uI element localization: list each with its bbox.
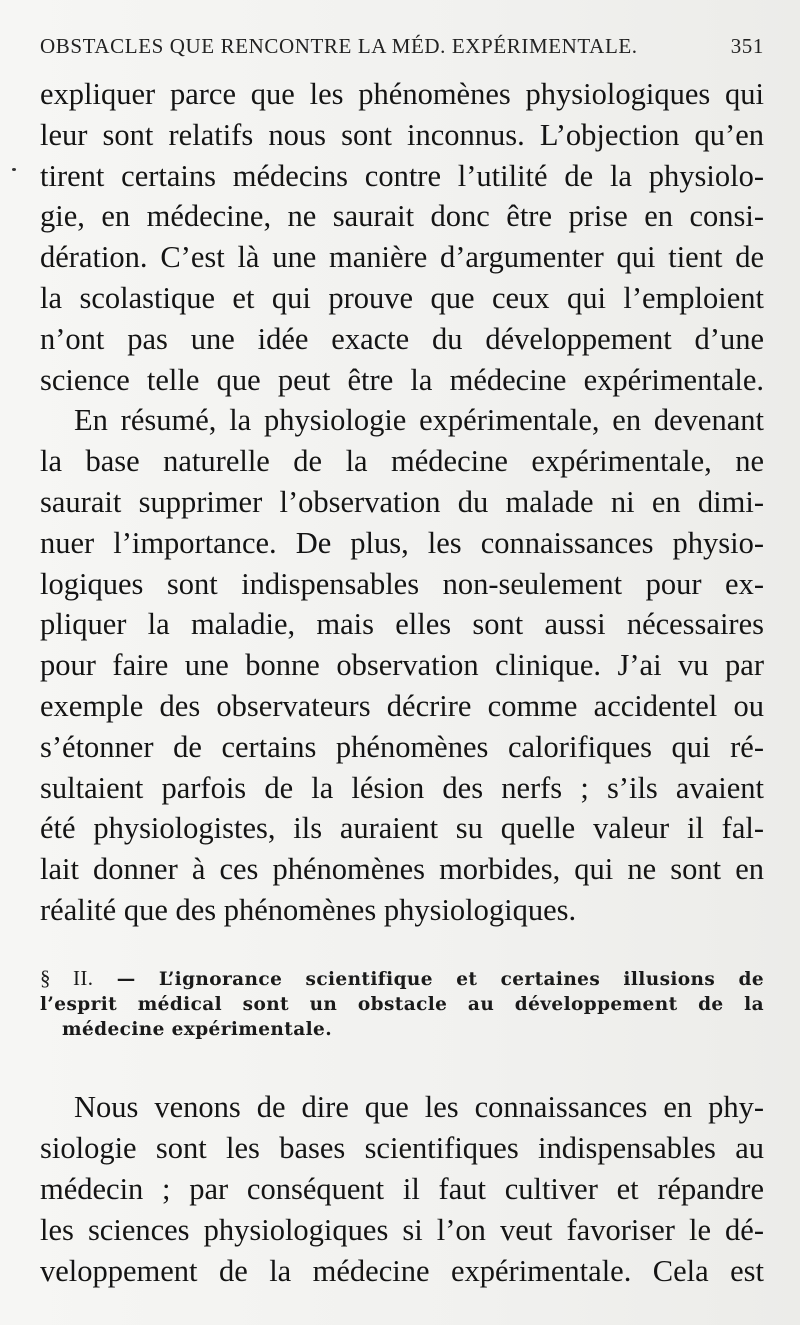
continuation-text-block xyxy=(40,1087,764,1292)
text-line: veloppement de la médecine expérimentale. Cela est xyxy=(40,1254,764,1288)
text-line: dération. C’est là une manière d’argumenter qui tient de xyxy=(40,240,764,275)
text-line: la base naturelle de la médecine expérimentale, ne xyxy=(40,444,764,479)
text-line: logiques sont indispensables non-seulement pour ex- xyxy=(40,566,764,601)
paragraph xyxy=(40,74,764,400)
section-heading xyxy=(40,966,764,1042)
text-line: gie, en médecine, ne saurait donc être prise en consi- xyxy=(40,199,764,234)
text-line: pliquer la maladie, mais elles sont aussi nécessaires xyxy=(40,607,764,642)
text-line: siologie sont les bases scientifiques indispensables au xyxy=(40,1131,764,1165)
text-line: Nous venons de dire que les connaissances en phy- xyxy=(74,1090,764,1124)
text-line: sultaient parfois de la lésion des nerfs ; s’ils avaient xyxy=(40,770,764,805)
text-line: exemple des observateurs décrire comme accidentel ou xyxy=(40,688,764,723)
text-line: pour faire une bonne observation clinique. J’ai vu par xyxy=(40,648,764,683)
text-line: saurait supprimer l’observation du malade ni en dimi- xyxy=(40,484,764,519)
text-line: la scolastique et qui prouve que ceux qui l’emploient xyxy=(40,280,764,315)
text-line: été physiologistes, ils auraient su quelle valeur il fal- xyxy=(40,811,764,846)
text-line: science telle que peut être la médecine expérimentale. xyxy=(40,362,764,397)
section-number: § II. xyxy=(40,966,94,990)
running-title: OBSTACLES QUE RENCONTRE LA MÉD. EXPÉRIMENTALE. xyxy=(40,34,638,58)
section-heading-line xyxy=(40,966,764,992)
text-line: nuer l’importance. De plus, les connaissances physio- xyxy=(40,525,764,560)
text-line: expliquer parce que les phénomènes physiologiques qui xyxy=(40,77,764,111)
text-line: médecin ; par conséquent il faut cultiver et répandre xyxy=(40,1172,764,1206)
text-line: réalité que des phénomènes physiologiques. xyxy=(40,892,577,927)
text-line: leur sont relatifs nous sont inconnus. L’objection qu’en xyxy=(40,117,764,152)
text-line: les sciences physiologiques si l’on veut favoriser le dé- xyxy=(40,1213,764,1247)
text-line: s’étonner de certains phénomènes calorifiques qui ré- xyxy=(40,729,764,764)
running-header xyxy=(40,34,764,59)
text-line: n’ont pas une idée exacte du développement d’une xyxy=(40,321,764,356)
ink-speck xyxy=(12,168,16,171)
text-line: lait donner à ces phénomènes morbides, qui ne sont en xyxy=(40,852,764,887)
paragraph xyxy=(40,400,764,930)
main-text-block xyxy=(40,74,764,931)
text-line: En résumé, la physiologie expérimentale, en devenant xyxy=(74,403,764,438)
page-number: 351 xyxy=(730,34,764,58)
text-line: tirent certains médecins contre l’utilité de la physiolo- xyxy=(40,158,764,193)
section-heading-line: médecine expérimentale. xyxy=(62,1019,333,1040)
section-heading-line: l’esprit médical sont un obstacle au développement de la xyxy=(40,994,764,1015)
section-title-part: — L’ignorance scientifique et certaines illusions de xyxy=(116,969,764,990)
